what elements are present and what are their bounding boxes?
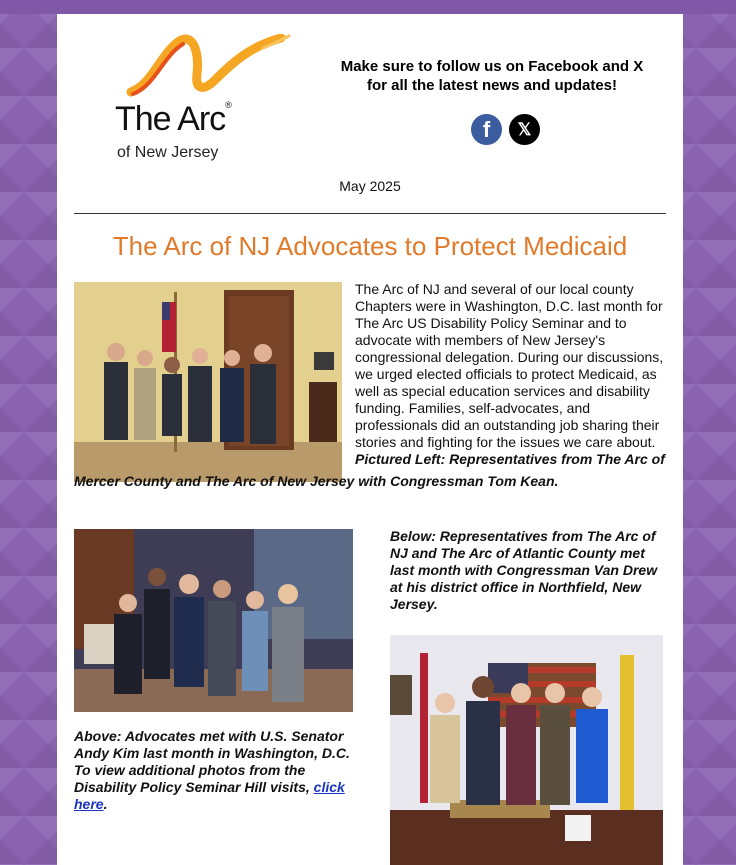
facebook-icon[interactable]: f: [471, 114, 502, 145]
arc-swoosh-logo-graphic: [123, 34, 293, 104]
newsletter-sheet: [57, 14, 683, 865]
follow-message: [337, 57, 647, 95]
caption-senator-kim: [74, 728, 359, 813]
caption-van-drew: Below: Representatives from The Arc of NJ and The Arc of Atlantic County met last month with Congressman Van Drew at his district office in Northfield, New Jersey.: [390, 528, 658, 612]
article-headline: The Arc of NJ Advocates to Protect Medicaid: [112, 231, 628, 261]
top-bar: [0, 0, 736, 14]
caption-kim-period: .: [103, 796, 108, 812]
logo-subtitle: of New Jersey: [117, 144, 219, 161]
caption-left-start: Pictured Left: Representatives from The Arc of: [355, 451, 665, 467]
photo-van-drew-group: [390, 635, 663, 865]
follow-line-2: for all the latest news and updates!: [366, 77, 618, 94]
issue-date: May 2025: [339, 178, 401, 194]
logo-name: The Arc®: [115, 100, 231, 138]
photo-senator-kim-group: [74, 529, 353, 712]
follow-line-1: Make sure to follow us on Facebook and X: [340, 58, 644, 75]
caption-left-end: Mercer County and The Arc of New Jersey with Congressman Tom Kean.: [74, 473, 559, 489]
article-body: The Arc of NJ and several of our local county Chapters were in Washington, D.C. last month for The Arc US Disability Policy Seminar and to advocate with members of New Jersey's congressional delegation. During our discussions, we urged elected officials to protect Medicaid, as well as special education services and disability funding. Families, self-advocates, and professionals did an outstanding job sharing their stories and fighting for the issues we care about.: [355, 281, 664, 450]
click-here-link[interactable]: click here: [74, 779, 345, 812]
photo-congressman-kean-group: [74, 282, 342, 482]
divider: [74, 213, 666, 214]
x-icon[interactable]: 𝕏: [509, 114, 540, 145]
arc-logo: [115, 34, 295, 164]
caption-kim-text: Above: Advocates met with U.S. Senator Andy Kim last month in Washington, D.C. To view additional photos from the Disability Policy Seminar Hill visits,: [74, 728, 350, 795]
article-paragraph: [355, 281, 671, 468]
